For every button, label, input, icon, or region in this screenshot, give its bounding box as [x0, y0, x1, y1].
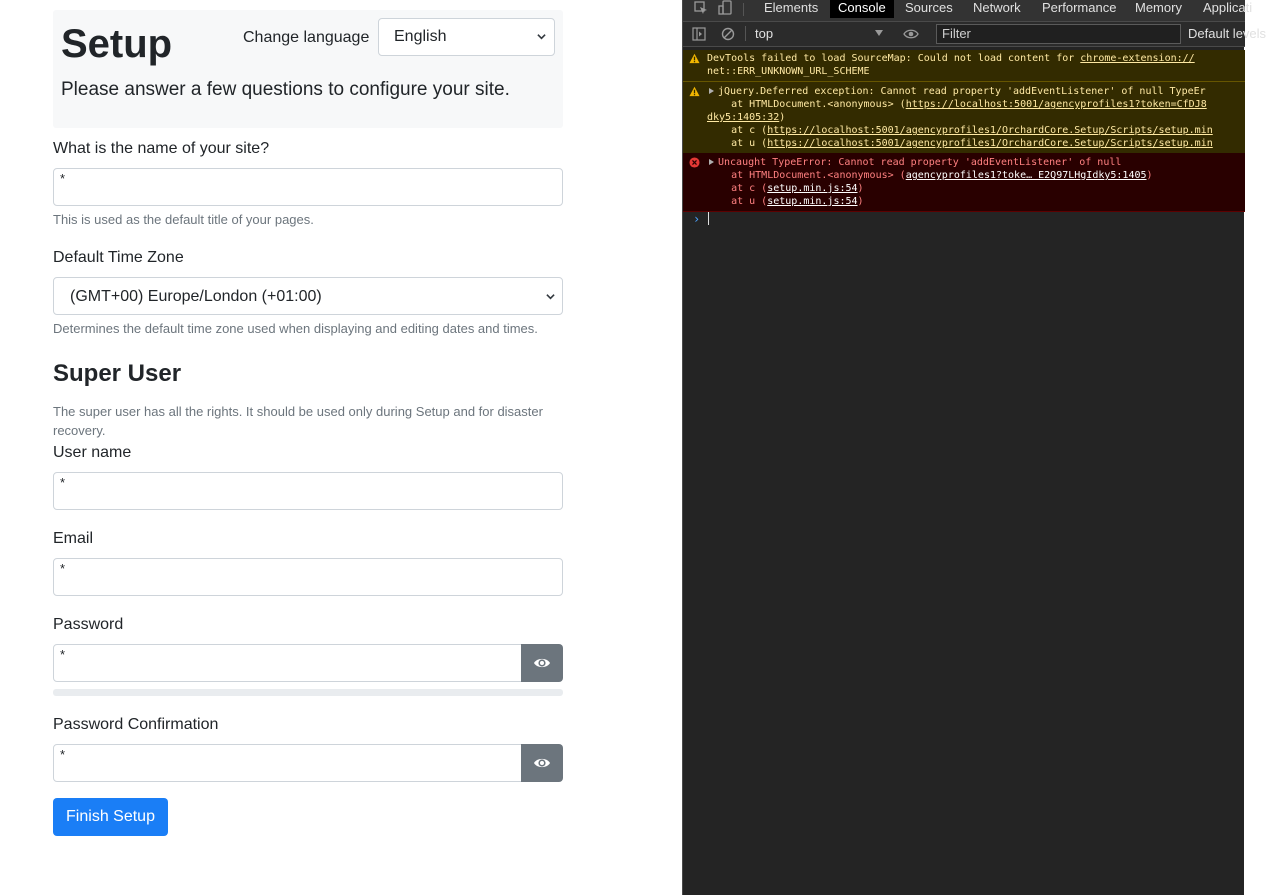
console-source-link[interactable]: chrome-extension://: [1080, 53, 1195, 64]
console-text: DevTools failed to load SourceMap: Could not load content for: [707, 53, 1081, 64]
devtools-tab-bar: [683, 0, 1253, 22]
console-message-line: [718, 85, 1206, 98]
toggle-password-confirmation-visibility-button[interactable]: [521, 744, 563, 782]
console-text: ): [857, 196, 864, 207]
password-required-marker: *: [60, 647, 66, 662]
console-message-line: [707, 124, 1213, 137]
toggle-password-visibility-button[interactable]: [521, 644, 563, 682]
console-message-line: [707, 195, 864, 208]
page-title: Setup: [61, 22, 173, 66]
context-dropdown-arrow-icon[interactable]: [875, 30, 883, 36]
change-language-label: Change language: [243, 29, 370, 46]
console-source-link[interactable]: https://localhost:5001/agencyprofiles1/OrchardCore.Setup/Scripts/setup.min: [767, 125, 1213, 136]
timezone-select[interactable]: [53, 277, 563, 315]
eye-icon: [533, 756, 551, 770]
password-input[interactable]: [53, 644, 522, 682]
console-source-link[interactable]: setup.min.js:54: [767, 196, 858, 207]
console-source-link[interactable]: dky5:1405:32: [707, 112, 780, 123]
language-select[interactable]: [378, 18, 555, 56]
console-source-link[interactable]: agencyprofiles1?toke… E2Q97LHgIdky5:1405: [905, 170, 1147, 181]
console-filter-input[interactable]: Filter: [936, 24, 1181, 44]
console-message-line: [707, 98, 1207, 111]
expand-message-icon[interactable]: [709, 88, 714, 94]
super-user-help: The super user has all the rights. It should be used only during Setup and for disaster recovery.: [53, 404, 543, 438]
toolbar-divider: [745, 26, 746, 41]
timezone-help: Determines the default time zone used when displaying and editing dates and times.: [53, 321, 538, 336]
console-text: at HTMLDocument.<anonymous> (: [707, 170, 906, 181]
password-confirmation-required-marker: *: [60, 747, 66, 762]
context-selector[interactable]: top: [755, 26, 774, 41]
console-message-line: [707, 182, 864, 195]
tab-performance[interactable]: Performance: [1042, 0, 1117, 15]
expand-message-icon[interactable]: [709, 159, 714, 165]
console-text: Uncaught TypeError: Cannot read property 'addEventListener' of null: [718, 157, 1122, 168]
warning-triangle-icon: [689, 86, 700, 97]
site-name-help: This is used as the default title of your pages.: [53, 212, 314, 227]
error-x-icon: [689, 157, 700, 168]
console-message-warning: [683, 82, 1245, 154]
email-input[interactable]: [53, 558, 563, 596]
console-text: ): [857, 183, 864, 194]
tab-elements[interactable]: Elements: [764, 0, 819, 15]
console-message-line: [707, 137, 1213, 150]
console-sidebar-icon[interactable]: [692, 27, 706, 41]
console-message-line: [707, 52, 1195, 65]
console-text: ): [1146, 170, 1153, 181]
live-expression-eye-icon[interactable]: [903, 28, 919, 40]
clear-console-icon[interactable]: [721, 27, 735, 41]
console-message-line: [707, 111, 785, 124]
setup-lead-text: Please answer a few questions to configure your site.: [61, 79, 510, 100]
eye-icon: [533, 656, 551, 670]
console-text: at c (: [707, 183, 768, 194]
console-text: ): [779, 112, 786, 123]
email-label: Email: [53, 530, 94, 547]
site-name-required-marker: *: [60, 171, 66, 186]
console-message-error: [683, 153, 1245, 212]
console-message-warning: [683, 50, 1245, 82]
tab-network[interactable]: Network: [973, 0, 1021, 15]
console-toolbar: [683, 22, 1266, 47]
password-confirmation-input[interactable]: [53, 744, 522, 782]
timezone-select-value: (GMT+00) Europe/London (+01:00): [70, 288, 322, 305]
console-source-link[interactable]: https://localhost:5001/agencyprofiles1?token=CfDJ8: [905, 99, 1207, 110]
timezone-label: Default Time Zone: [53, 249, 184, 266]
warning-triangle-icon: [689, 53, 700, 64]
chevron-down-icon: [537, 32, 546, 41]
super-user-heading: Super User: [53, 360, 182, 387]
user-name-required-marker: *: [60, 475, 66, 490]
finish-setup-button[interactable]: Finish Setup: [53, 798, 168, 836]
console-message-line: [718, 156, 1121, 169]
tab-application[interactable]: Applicati: [1203, 0, 1253, 15]
user-name-input[interactable]: [53, 472, 563, 510]
password-strength-meter: [53, 689, 563, 696]
console-text: at u (: [707, 196, 768, 207]
console-text: jQuery.Deferred exception: Cannot read property 'addEventListener' of null TypeEr: [718, 86, 1206, 97]
console-message-line: [707, 65, 870, 78]
password-label: Password: [53, 616, 124, 633]
console-message-line: [707, 169, 1153, 182]
console-input-caret[interactable]: [708, 212, 709, 225]
user-name-label: User name: [53, 444, 132, 461]
console-prompt-icon: ›: [693, 212, 701, 226]
password-confirmation-label: Password Confirmation: [53, 716, 219, 733]
console-text: net::ERR_UNKNOWN_URL_SCHEME: [707, 66, 870, 77]
devtools-panel: [682, 0, 1266, 895]
chevron-down-icon: [546, 292, 555, 301]
console-source-link[interactable]: https://localhost:5001/agencyprofiles1/OrchardCore.Setup/Scripts/setup.min: [767, 138, 1213, 149]
console-text: at u (: [707, 138, 768, 149]
language-select-value: English: [394, 28, 447, 45]
email-required-marker: *: [60, 561, 66, 576]
log-levels-dropdown[interactable]: Default levels: [1188, 26, 1266, 41]
console-source-link[interactable]: setup.min.js:54: [767, 183, 858, 194]
device-toolbar-icon[interactable]: [718, 0, 734, 16]
tab-memory[interactable]: Memory: [1135, 0, 1182, 15]
tab-sources[interactable]: Sources: [905, 0, 953, 15]
inspect-element-icon[interactable]: [693, 0, 709, 16]
site-name-input[interactable]: [53, 168, 563, 206]
site-name-label: What is the name of your site?: [53, 140, 270, 157]
tab-bar-divider: [743, 3, 744, 16]
console-text: at HTMLDocument.<anonymous> (: [707, 99, 906, 110]
tab-console[interactable]: Console: [830, 0, 894, 18]
console-text: at c (: [707, 125, 768, 136]
